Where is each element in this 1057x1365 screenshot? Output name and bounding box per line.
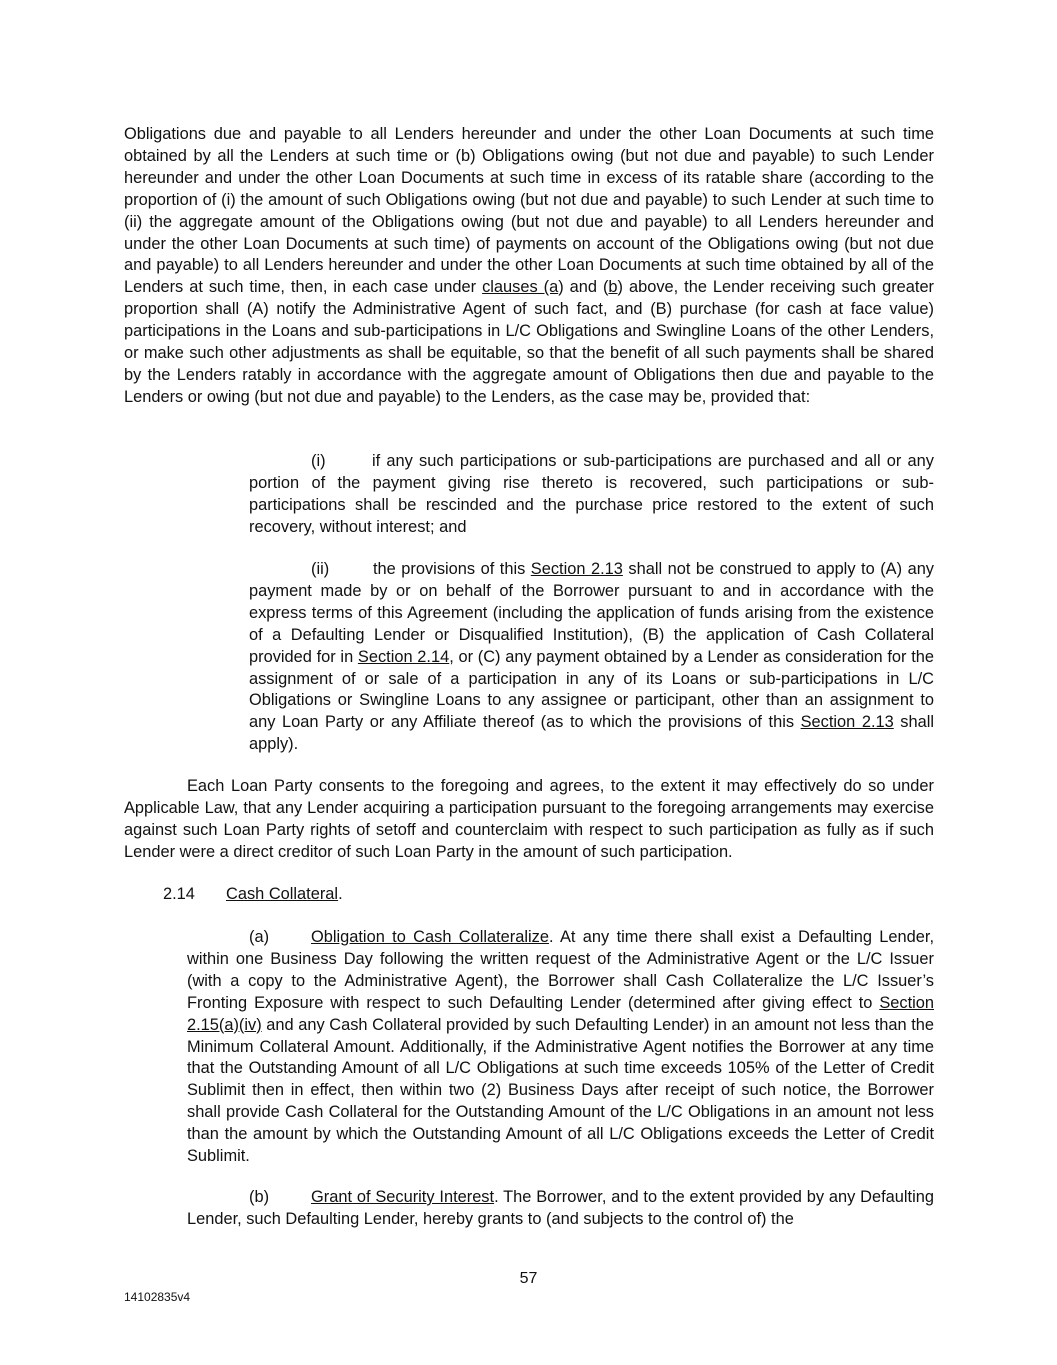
section-2-13-reference: Section 2.13 <box>530 560 623 578</box>
list-item-number: (i) <box>311 452 326 470</box>
list-item-text: , or (C) any payment obtained by a Lender as consideration for the assignment of or sale of a participation in any of its Loans or sub-participations in L/C Obligations or Swingline Loans to any assignee or participant, other than an assignment to any Loan Party or any Affiliate thereof (as to which the provisions of this <box>249 647 935 732</box>
list-item-text: shall apply). <box>249 713 935 754</box>
clauses-a-reference: clauses (a <box>482 278 559 297</box>
subsection-a <box>187 927 934 1168</box>
list-item-text: the provisions of this <box>373 560 531 578</box>
paragraph-loan-party-consent: Each Loan Party consents to the foregoing and agrees, to the extent it may effectively do so under Applicable Law, that any Lender acquiring a participation pursuant to the foregoing arrangements may exercise against such Loan Party rights of setoff and counterclaim with respect to such participation as fully as if such Lender were a direct creditor of such Loan Party in the amount of such participation. <box>124 777 934 861</box>
subsection-text: and any Cash Collateral provided by such Defaulting Lender) in an amount not less than the Minimum Collateral Amount. Additionally, if the Administrative Agent notifies the Borrower at any time that the Outstanding Amount of all L/C Obligations at such time exceeds 105% of the Letter of Credit Sublimit then in effect, then within two (2) Business Days after receipt of such notice, the Borrower shall provide Cash Collateral for the Outstanding Amount of the L/C Obligations in an amount not less than the amount by which the Outstanding Amount of all L/C Obligations exceeds the Letter of Credit Sublimit. <box>187 1015 934 1166</box>
section-heading-2-14 <box>163 884 863 906</box>
subsection-text: . At any time there shall exist a Defaulting Lender, within one Business Day following the written request of the Administrative Agent or the L/C Issuer (with a copy to the Administrative Agent), the Borrower shall Cash Collateralize the L/C Issuer’s Fronting Exposure with respect to such Defaulting Lender (determined after giving effect to <box>187 928 934 1012</box>
list-item-i <box>249 451 934 539</box>
subsection-text: . The Borrower, and to the extent provided by any Defaulting Lender, such Defaulting Lender, hereby grants to (and subjects to the control of) the <box>187 1188 934 1228</box>
paragraph-text: ) above, the Lender receiving such greater proportion shall (A) notify the Administrative Agent of such fact, and (B) purchase (for cash at face value) participations in the Loans and sub-participations in L/C Obligations and Swingline Loans of the other Lenders, or make such other adjustments as shall be equitable, so that the benefit of all such payments shall be shared by the Lenders ratably in accordance with the aggregate amount of Obligations then due and payable to the Lenders or owing (but not due and payable) to the Lenders, as the case may be, provided that: <box>124 278 935 406</box>
section-title-period: . <box>338 885 343 903</box>
subsection-heading: Grant of Security Interest <box>311 1188 495 1206</box>
subsection-b <box>187 1187 934 1231</box>
subsection-number: (b) <box>249 1188 270 1206</box>
section-2-13-reference: Section 2.13 <box>800 713 894 732</box>
list-item-text: shall not be construed to apply to (A) any payment made by or on behalf of the Borrower pursuant to and in accordance with the express terms of this Agreement (including the application of funds arising from the existence of a Defaulting Lender or Disqualified Institution), (B) the application of Cash Collateral provided for in <box>249 560 934 666</box>
subsection-heading: Obligation to Cash Collateralize <box>311 928 549 946</box>
section-title: Cash Collateral <box>226 885 339 903</box>
section-2-15-reference: Section 2.15(a)(iv) <box>187 993 934 1034</box>
list-item-text: if any such participations or sub-participations are purchased and all or any portion of the payment giving rise thereto is recovered, such participations or sub-participations shall be rescinded and the purchase price restored to the extent of such recovery, without interest; and <box>249 452 934 536</box>
page-number: 57 <box>519 1270 538 1287</box>
list-item-ii <box>249 559 934 756</box>
document-id: 14102835v4 <box>124 1290 191 1304</box>
list-item-number: (ii) <box>311 560 330 578</box>
clause-b-reference: b <box>608 278 618 297</box>
section-2-14-reference: Section 2.14 <box>357 647 450 666</box>
paragraph-text: Obligations due and payable to all Lenders hereunder and under the other Loan Documents at such time obtained by all the Lenders at such time or (b) Obligations owing (but not due and payable) to such Lender hereunder and under the other Loan Documents at such time in excess of its ratable share (according to the proportion of (i) the amount of such Obligations owing (but not due and payable) to such Lender at such time to (ii) the aggregate amount of the Obligations owing (but not due and payable) to all Lenders hereunder and under the other Loan Documents at such time) of payments on account of the Obligations owing (but not due and payable) to all Lenders hereunder and under the other Loan Documents at such time obtained by all of the Lenders at such time, then, in each case under <box>124 125 934 297</box>
subsection-number: (a) <box>249 928 270 946</box>
paragraph-text: ) and ( <box>558 278 609 297</box>
paragraph-obligations-sharing <box>124 124 934 409</box>
section-number: 2.14 <box>163 885 195 903</box>
